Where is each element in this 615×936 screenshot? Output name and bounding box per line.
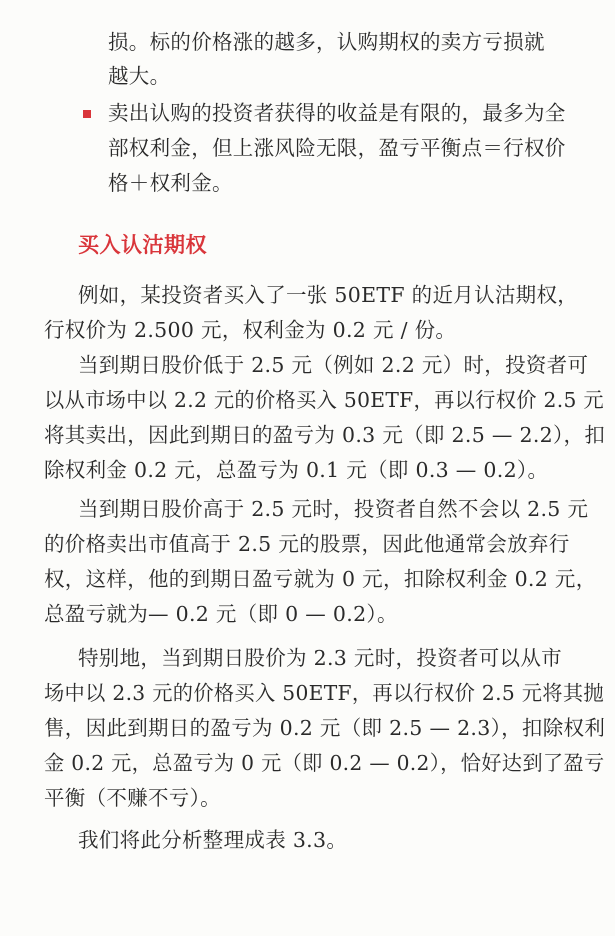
text-line: 损。标的价格涨的越多，认购期权的卖方亏损就 bbox=[108, 30, 545, 54]
text-line: 除权利金 0.2 元，总盈亏为 0.1 元（即 0.3 — 0.2）。 bbox=[44, 458, 549, 482]
text-line: 特别地，当到期日股价为 2.3 元时，投资者可以从市 bbox=[78, 646, 562, 670]
text-line: 场中以 2.3 元的价格买入 50ETF，再以行权价 2.5 元将其抛 bbox=[44, 681, 604, 705]
text-line: 部权利金，但上涨风险无限，盈亏平衡点＝行权价 bbox=[108, 136, 566, 160]
text-line: 当到期日股价高于 2.5 元时，投资者自然不会以 2.5 元 bbox=[78, 497, 589, 521]
text-line: 越大。 bbox=[108, 64, 171, 88]
bullet-square-icon bbox=[83, 110, 91, 118]
text-line: 总盈亏就为— 0.2 元（即 0 — 0.2）。 bbox=[44, 602, 398, 626]
text-line: 售，因此到期日的盈亏为 0.2 元（即 2.5 — 2.3），扣除权利 bbox=[44, 716, 606, 740]
text-line: 格＋权利金。 bbox=[108, 171, 233, 195]
text-line: 当到期日股价低于 2.5 元（例如 2.2 元）时，投资者可 bbox=[78, 353, 589, 377]
text-line: 将其卖出，因此到期日的盈亏为 0.3 元（即 2.5 — 2.2），扣 bbox=[44, 423, 606, 447]
text-line: 行权价为 2.500 元，权利金为 0.2 元 / 份。 bbox=[44, 318, 457, 342]
text-line: 例如，某投资者买入了一张 50ETF 的近月认沽期权， bbox=[78, 283, 579, 307]
text-line: 卖出认购的投资者获得的收益是有限的，最多为全 bbox=[108, 101, 566, 125]
text-line: 我们将此分析整理成表 3.3。 bbox=[78, 828, 348, 852]
text-line: 金 0.2 元，总盈亏为 0 元（即 0.2 — 0.2），恰好达到了盈亏 bbox=[44, 751, 605, 775]
text-line: 以从市场中以 2.2 元的价格买入 50ETF，再以行权价 2.5 元 bbox=[44, 388, 604, 412]
text-line: 的价格卖出市值高于 2.5 元的股票，因此他通常会放弃行 bbox=[44, 532, 570, 556]
section-heading: 买入认沽期权 bbox=[78, 233, 207, 257]
text-line: 平衡（不赚不亏）。 bbox=[44, 786, 221, 810]
text-line: 权，这样，他的到期日盈亏就为 0 元，扣除权利金 0.2 元， bbox=[44, 567, 597, 591]
